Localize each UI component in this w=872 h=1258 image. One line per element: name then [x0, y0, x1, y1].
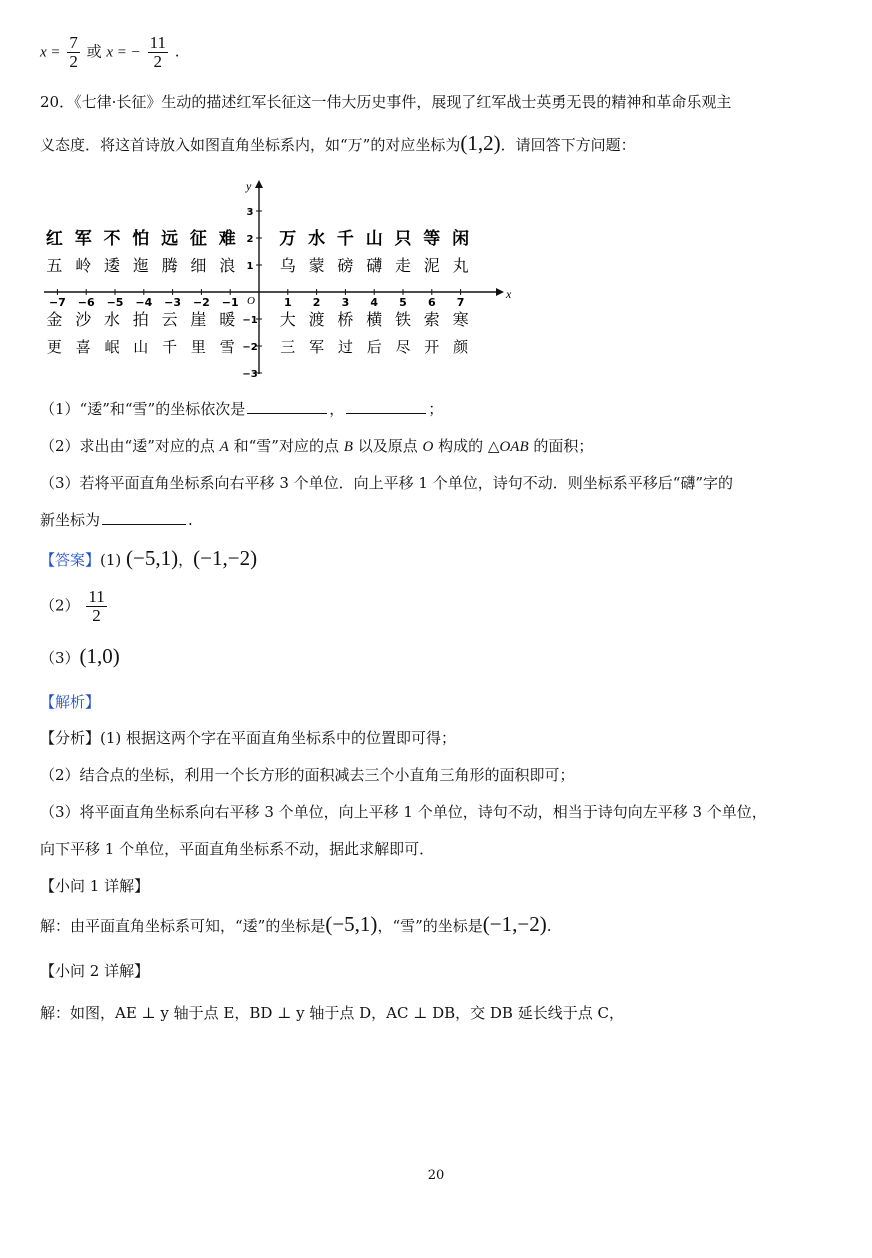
point-O: O [422, 439, 434, 455]
poem-char: 礴 [366, 256, 383, 275]
answer-blank-1[interactable] [247, 401, 327, 414]
answer-line-2: （2） $\frac{11}{2}$ [40, 587, 105, 625]
analysis-para-2: （3）将平面直角坐标系向右平移 3 个单位，向上平移 1 个单位，诗句不动，相当于诗句向左平移 3 个单位， [40, 803, 767, 821]
x-tick-label: 1 [283, 296, 292, 309]
question-20-line1: 20．《七律·长征》生动的描述红军长征这一伟大历史事件，展现了红军战士英勇无畏的精神和革命乐观主 [40, 93, 732, 111]
answer-2-fraction: $\frac{11}{2}$ [88, 587, 105, 625]
or-word: 或 [86, 42, 102, 61]
x-axis-arrow [496, 288, 504, 296]
x-tick-label: 4 [370, 296, 379, 309]
question-20-part3-line1: （3）若将平面直角坐标系向右平移 3 个单位．向上平移 1 个单位，诗句不动．则坐标系平移后“礴”字的 [40, 474, 734, 492]
point-B: B [343, 439, 353, 455]
analysis-para-0: 【分析】(1) 根据这两个字在平面直角坐标系中的位置即可得； [40, 729, 457, 747]
poem-char: 走 [394, 256, 412, 275]
poem-char: 千 [336, 229, 354, 249]
y-tick-label: 2 [246, 234, 254, 245]
poem-char: 岭 [75, 256, 92, 275]
poem-char: 难 [218, 229, 236, 249]
x-tick-label: −3 [164, 296, 182, 309]
poem-char: 军 [309, 338, 325, 356]
poem-char: 浪 [219, 256, 236, 275]
x-tick-label: −7 [48, 296, 66, 309]
poem-char: 喜 [75, 338, 91, 356]
x-tick-label: −4 [135, 296, 153, 309]
x-tick-label: −5 [106, 296, 124, 309]
answer-line-1: 【答案】(1) (−5,1)，(−1,−2) [40, 546, 258, 570]
poem-char: 铁 [394, 310, 412, 329]
poem-char: 沙 [75, 310, 92, 329]
analysis-para-1: （2）结合点的坐标，利用一个长方形的面积减去三个小直角三角形的面积即可； [40, 766, 575, 784]
answer-1-value-2: (−1,−2) [193, 546, 258, 570]
poem-char: 横 [366, 310, 383, 329]
question-20-part3-line2: 新坐标为 . [40, 511, 193, 529]
y-axis-arrow [255, 180, 263, 188]
y-tick-label: −2 [242, 342, 258, 353]
poem-char: 岷 [104, 338, 120, 356]
solution-prev-line [40, 34, 180, 71]
poem-char: 蒙 [308, 256, 325, 275]
origin-label: O [247, 295, 255, 307]
x-tick-label: 5 [399, 296, 407, 309]
poem-char: 颜 [453, 338, 469, 356]
poem-char: 开 [424, 338, 440, 356]
y-tick-label: −1 [242, 315, 258, 326]
question-20-part1: （1）“逶”和“雪”的坐标依次是 ， ； [40, 400, 444, 418]
poem-char: 只 [394, 229, 412, 249]
poem-char: 细 [190, 256, 207, 275]
y-axis-label: y [246, 179, 252, 193]
poem-char: 不 [103, 229, 121, 249]
poem-char: 三 [280, 338, 296, 356]
sub-question-1-title: 【小问 1 详解】 [40, 877, 150, 895]
poem-char: 千 [162, 338, 178, 356]
question-20-part2: （2）求出由“逶”对应的点 A 和“雪”对应的点 B 以及原点 O 构成的 △OAB 的面积； [40, 437, 594, 455]
sub-question-2-solution: 解：如图，AE ⊥ y 轴于点 E，BD ⊥ y 轴于点 D，AC ⊥ DB，交 DB 延长线于点 C， [40, 1004, 624, 1022]
x-tick-label: 7 [456, 296, 465, 309]
poem-char: 山 [365, 229, 383, 249]
eq-x1: x = [40, 44, 61, 61]
poem-char: 大 [279, 310, 296, 329]
poem-char: 水 [308, 229, 326, 249]
answer-blank-2[interactable] [346, 401, 426, 414]
poem-char: 万 [279, 229, 297, 249]
poem-char: 寒 [452, 310, 469, 329]
y-tick-label: −3 [242, 369, 258, 380]
poem-char: 乌 [279, 256, 296, 275]
y-tick-label: 3 [246, 207, 254, 218]
poem-char: 征 [189, 229, 207, 249]
y-tick-label: 1 [246, 261, 254, 272]
x-tick-label: 2 [312, 296, 321, 309]
poem-char: 过 [337, 338, 353, 356]
poem-char: 后 [366, 338, 382, 356]
poem-char: 崖 [190, 310, 207, 329]
poem-char: 红 [45, 229, 63, 249]
poem-char: 水 [103, 310, 121, 329]
analysis-tag: 【解析】 [40, 693, 101, 711]
fraction-11-2: $\frac{11}{2}$ [149, 33, 166, 71]
coord-wan: (1,2) [460, 131, 501, 155]
poem-char: 山 [133, 338, 149, 356]
poem-char: 丸 [452, 256, 469, 275]
answer-line-3: （3）(1,0) [40, 644, 120, 668]
poem-char: 泥 [423, 256, 440, 275]
poem-char: 五 [46, 256, 63, 275]
poem-char: 金 [46, 310, 63, 329]
poem-char: 怕 [132, 229, 150, 249]
question-20-line2: 义态度．将这首诗放入如图直角坐标系内，如“万”的对应坐标为(1,2)．请回答下方问题： [40, 131, 636, 155]
poem-char: 远 [161, 229, 179, 249]
answer-blank-3[interactable] [102, 512, 186, 525]
sub-question-2-title: 【小问 2 详解】 [40, 962, 150, 980]
x-tick-label: −1 [221, 296, 239, 309]
sub-question-1-solution: 解：由平面直角坐标系可知，“逶”的坐标是(−5,1)，“雪”的坐标是(−1,−2). [40, 912, 552, 936]
answer-3-value: (1,0) [79, 644, 120, 668]
analysis-para-3: 向下平移 1 个单位，平面直角坐标系不动，据此求解即可． [40, 840, 435, 858]
poem-char: 军 [74, 229, 92, 249]
fraction-7-2: $\frac{7}{2}$ [69, 33, 78, 71]
coordinate-diagram [40, 178, 510, 378]
x-tick-label: −2 [192, 296, 210, 309]
poem-char: 更 [46, 338, 62, 356]
poem-char: 渡 [308, 310, 325, 329]
poem-char: 尽 [395, 338, 411, 356]
answer-tag: 【答案】 [40, 551, 101, 569]
poem-char: 里 [190, 338, 206, 356]
poem-char: 桥 [337, 310, 354, 329]
x-tick-label: 6 [427, 296, 436, 309]
poem-char: 拍 [132, 310, 149, 329]
eq-x2: x = − [106, 44, 141, 61]
triangle-OAB: △OAB [487, 439, 529, 455]
poem-char: 逶 [103, 256, 121, 275]
x-tick-label: 3 [341, 296, 350, 309]
poem-char: 暖 [219, 310, 236, 329]
page-number: 20 [427, 1168, 445, 1183]
point-A: A [219, 439, 229, 455]
x-axis-label: x [506, 287, 512, 301]
x-tick-label: −6 [77, 296, 95, 309]
poem-char: 雪 [219, 338, 235, 356]
poem-char: 等 [423, 229, 441, 249]
poem-char: 腾 [161, 256, 178, 275]
period: . [174, 42, 180, 61]
poem-char: 迤 [132, 256, 149, 275]
poem-char: 云 [161, 310, 178, 329]
poem-char: 索 [423, 310, 440, 329]
answer-1-value-1: (−5,1) [126, 546, 179, 570]
poem-char: 闲 [452, 229, 470, 249]
poem-char: 磅 [337, 256, 354, 275]
